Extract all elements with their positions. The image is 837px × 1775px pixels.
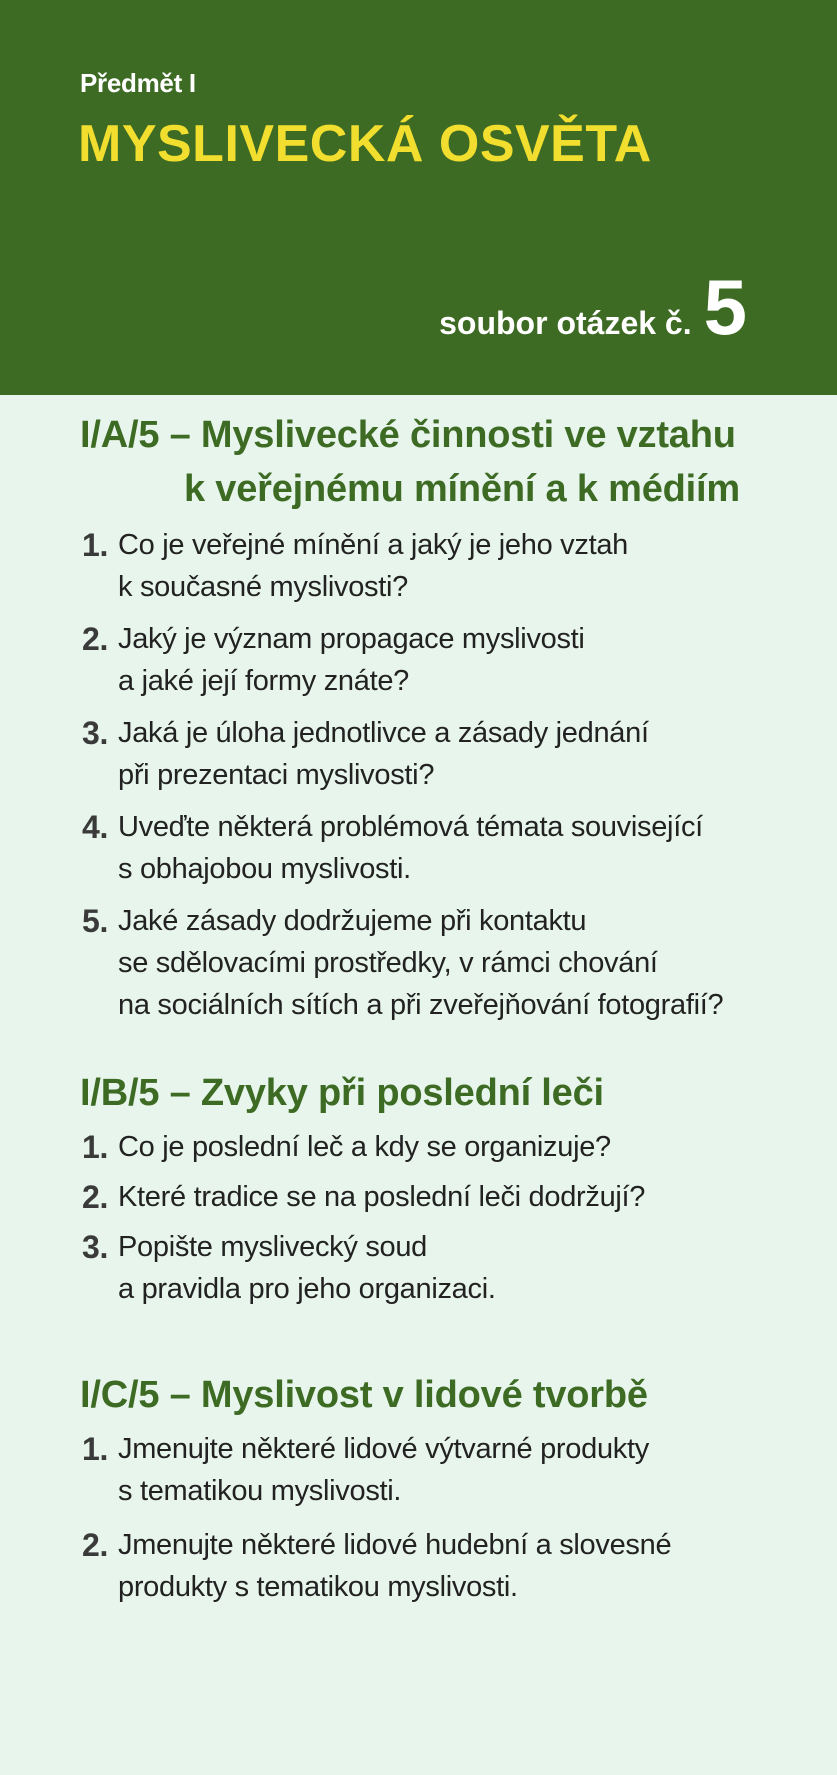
question-number: 2. [82, 621, 109, 657]
question-text-line: Popište myslivecký soud [118, 1231, 427, 1263]
question-text-line: k současné myslivosti? [118, 571, 408, 603]
list-item [0, 1428, 837, 1512]
question-text-line: Jmenujte některé lidové hudební a slovesné [118, 1529, 672, 1561]
page-title: MYSLIVECKÁ OSVĚTA [78, 115, 652, 173]
question-number: 3. [82, 1229, 109, 1265]
question-text-line: Co je poslední leč a kdy se organizuje? [118, 1131, 611, 1163]
list-item [0, 618, 837, 702]
question-number: 2. [82, 1527, 109, 1563]
section-a-heading [0, 408, 837, 516]
question-text-line: Jaká je úloha jednotlivce a zásady jednání [118, 717, 649, 749]
subject-label: Předmět I [80, 68, 196, 98]
question-text-line: Uveďte některá problémová témata související [118, 811, 703, 843]
list-item [0, 1524, 837, 1608]
section-heading-line: I/B/5 – Zvyky při poslední leči [80, 1072, 604, 1114]
question-list [0, 1428, 837, 1608]
question-text-line: při prezentaci myslivosti? [118, 759, 435, 791]
question-text-line: se sdělovacími prostředky, v rámci chování [118, 947, 658, 979]
set-label: soubor otázek č. [439, 305, 692, 341]
question-text-line: Které tradice se na poslední leči dodržují? [118, 1181, 646, 1213]
list-item [0, 1176, 837, 1218]
question-text-line: s tematikou myslivosti. [118, 1475, 402, 1507]
question-number: 5. [82, 903, 109, 939]
question-set-indicator [439, 263, 747, 351]
list-item [0, 524, 837, 608]
list-item [0, 1226, 837, 1310]
header-banner [0, 0, 837, 395]
section-b-heading [0, 1066, 837, 1120]
list-item [0, 712, 837, 796]
section-b [0, 1066, 837, 1310]
question-text-line: Co je veřejné mínění a jaký je jeho vztah [118, 529, 628, 561]
question-list [0, 524, 837, 1026]
question-number: 1. [82, 1129, 109, 1165]
question-number: 1. [82, 1431, 109, 1467]
section-heading-line: k veřejnému mínění a k médiím [184, 468, 740, 510]
question-text-line: a pravidla pro jeho organizaci. [118, 1273, 496, 1305]
question-number: 2. [82, 1179, 109, 1215]
question-text-line: na sociálních sítích a při zveřejňování fotografií? [118, 989, 724, 1021]
question-number: 1. [82, 527, 109, 563]
question-number: 3. [82, 715, 109, 751]
section-c-heading [0, 1368, 837, 1422]
section-a [0, 408, 837, 1026]
question-text-line: s obhajobou myslivosti. [118, 853, 411, 885]
list-item [0, 900, 837, 1026]
question-list [0, 1126, 837, 1310]
question-number: 4. [82, 809, 109, 845]
section-heading-line: I/C/5 – Myslivost v lidové tvorbě [80, 1374, 648, 1416]
question-text-line: Jaké zásady dodržujeme při kontaktu [118, 905, 587, 937]
set-number: 5 [703, 263, 747, 351]
question-text-line: produkty s tematikou myslivosti. [118, 1571, 518, 1603]
list-item [0, 806, 837, 890]
list-item [0, 1126, 837, 1168]
section-heading-line: I/A/5 – Myslivecké činnosti ve vztahu [80, 414, 736, 456]
question-text-line: Jaký je význam propagace myslivosti [118, 623, 585, 655]
section-c [0, 1368, 837, 1608]
question-text-line: Jmenujte některé lidové výtvarné produkty [118, 1433, 649, 1465]
question-text-line: a jaké její formy znáte? [118, 665, 409, 697]
